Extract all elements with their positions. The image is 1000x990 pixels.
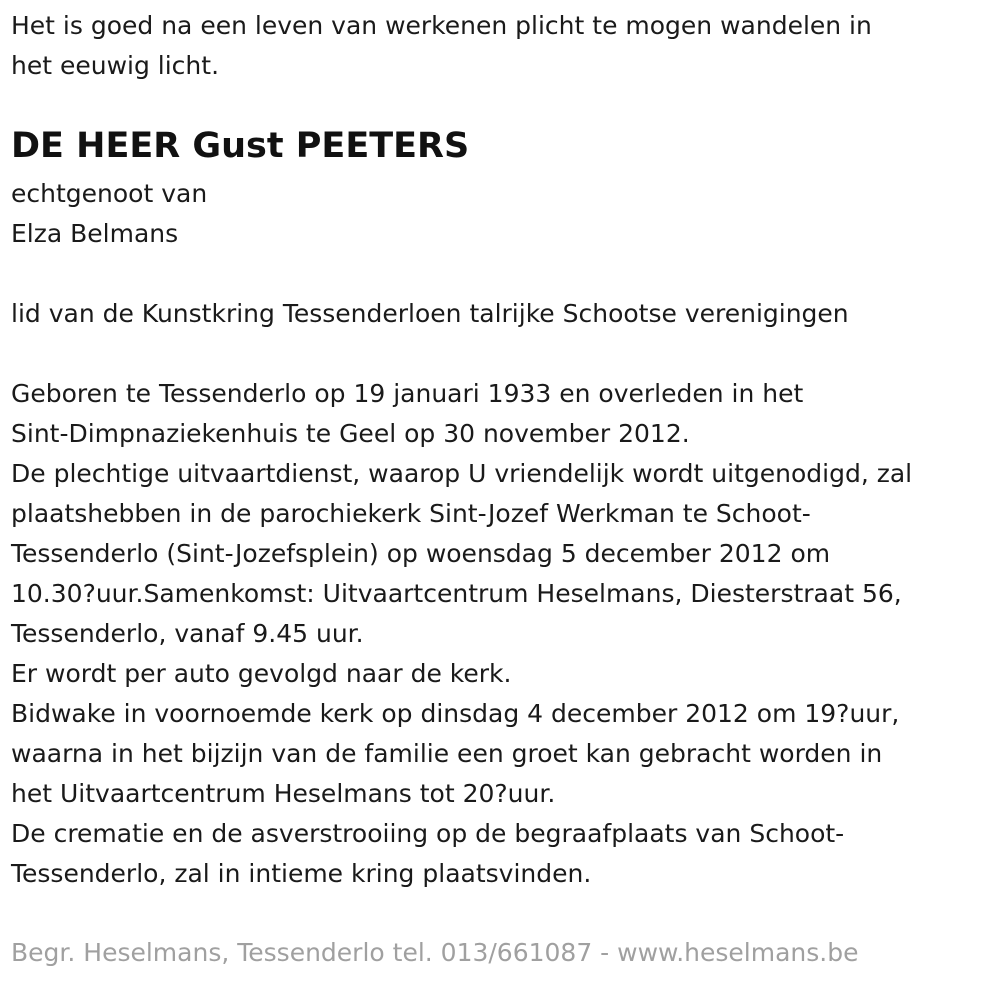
motto-text [11,6,872,86]
details-line: Tessenderlo (Sint-Jozefsplein) op woensdag 5 december 2012 om [11,539,831,568]
details-line: De crematie en de asverstrooiing op de begraafplaats van Schoot- [11,819,845,848]
deceased-name: DE HEER Gust PEETERS [11,126,470,166]
funeral-home-footer: Begr. Heselmans, Tessenderlo tel. 013/661087 - www.heselmans.be [11,938,859,967]
relation-text [11,174,207,254]
details-line: 10.30?uur.Samenkomst: Uitvaartcentrum Heselmans, Diesterstraat 56, [11,579,902,608]
details-line: waarna in het bijzijn van de familie een groet kan gebracht worden in [11,739,883,768]
details-line: Tessenderlo, vanaf 9.45 uur. [11,619,364,648]
details-line: Er wordt per auto gevolgd naar de kerk. [11,659,512,688]
details-line: Sint-Dimpnaziekenhuis te Geel op 30 november 2012. [11,419,690,448]
relation-line: echtgenoot van [11,179,208,208]
details-line: De plechtige uitvaartdienst, waarop U vriendelijk wordt uitgenodigd, zal [11,459,913,488]
details-line: Bidwake in voornoemde kerk op dinsdag 4 december 2012 om 19?uur, [11,699,900,728]
motto-line: Het is goed na een leven van werkenen plicht te mogen wandelen in [11,11,872,40]
details-line: het Uitvaartcentrum Heselmans tot 20?uur. [11,779,556,808]
details-line: Tessenderlo, zal in intieme kring plaatsvinden. [11,859,592,888]
details-line: plaatshebben in de parochiekerk Sint-Jozef Werkman te Schoot- [11,499,811,528]
motto-line: het eeuwig licht. [11,51,220,80]
spouse-name: Elza Belmans [11,219,179,248]
membership-text: lid van de Kunstkring Tessenderloen talrijke Schootse verenigingen [11,299,849,328]
details-paragraph [11,374,912,894]
details-line: Geboren te Tessenderlo op 19 januari 1933 en overleden in het [11,379,804,408]
